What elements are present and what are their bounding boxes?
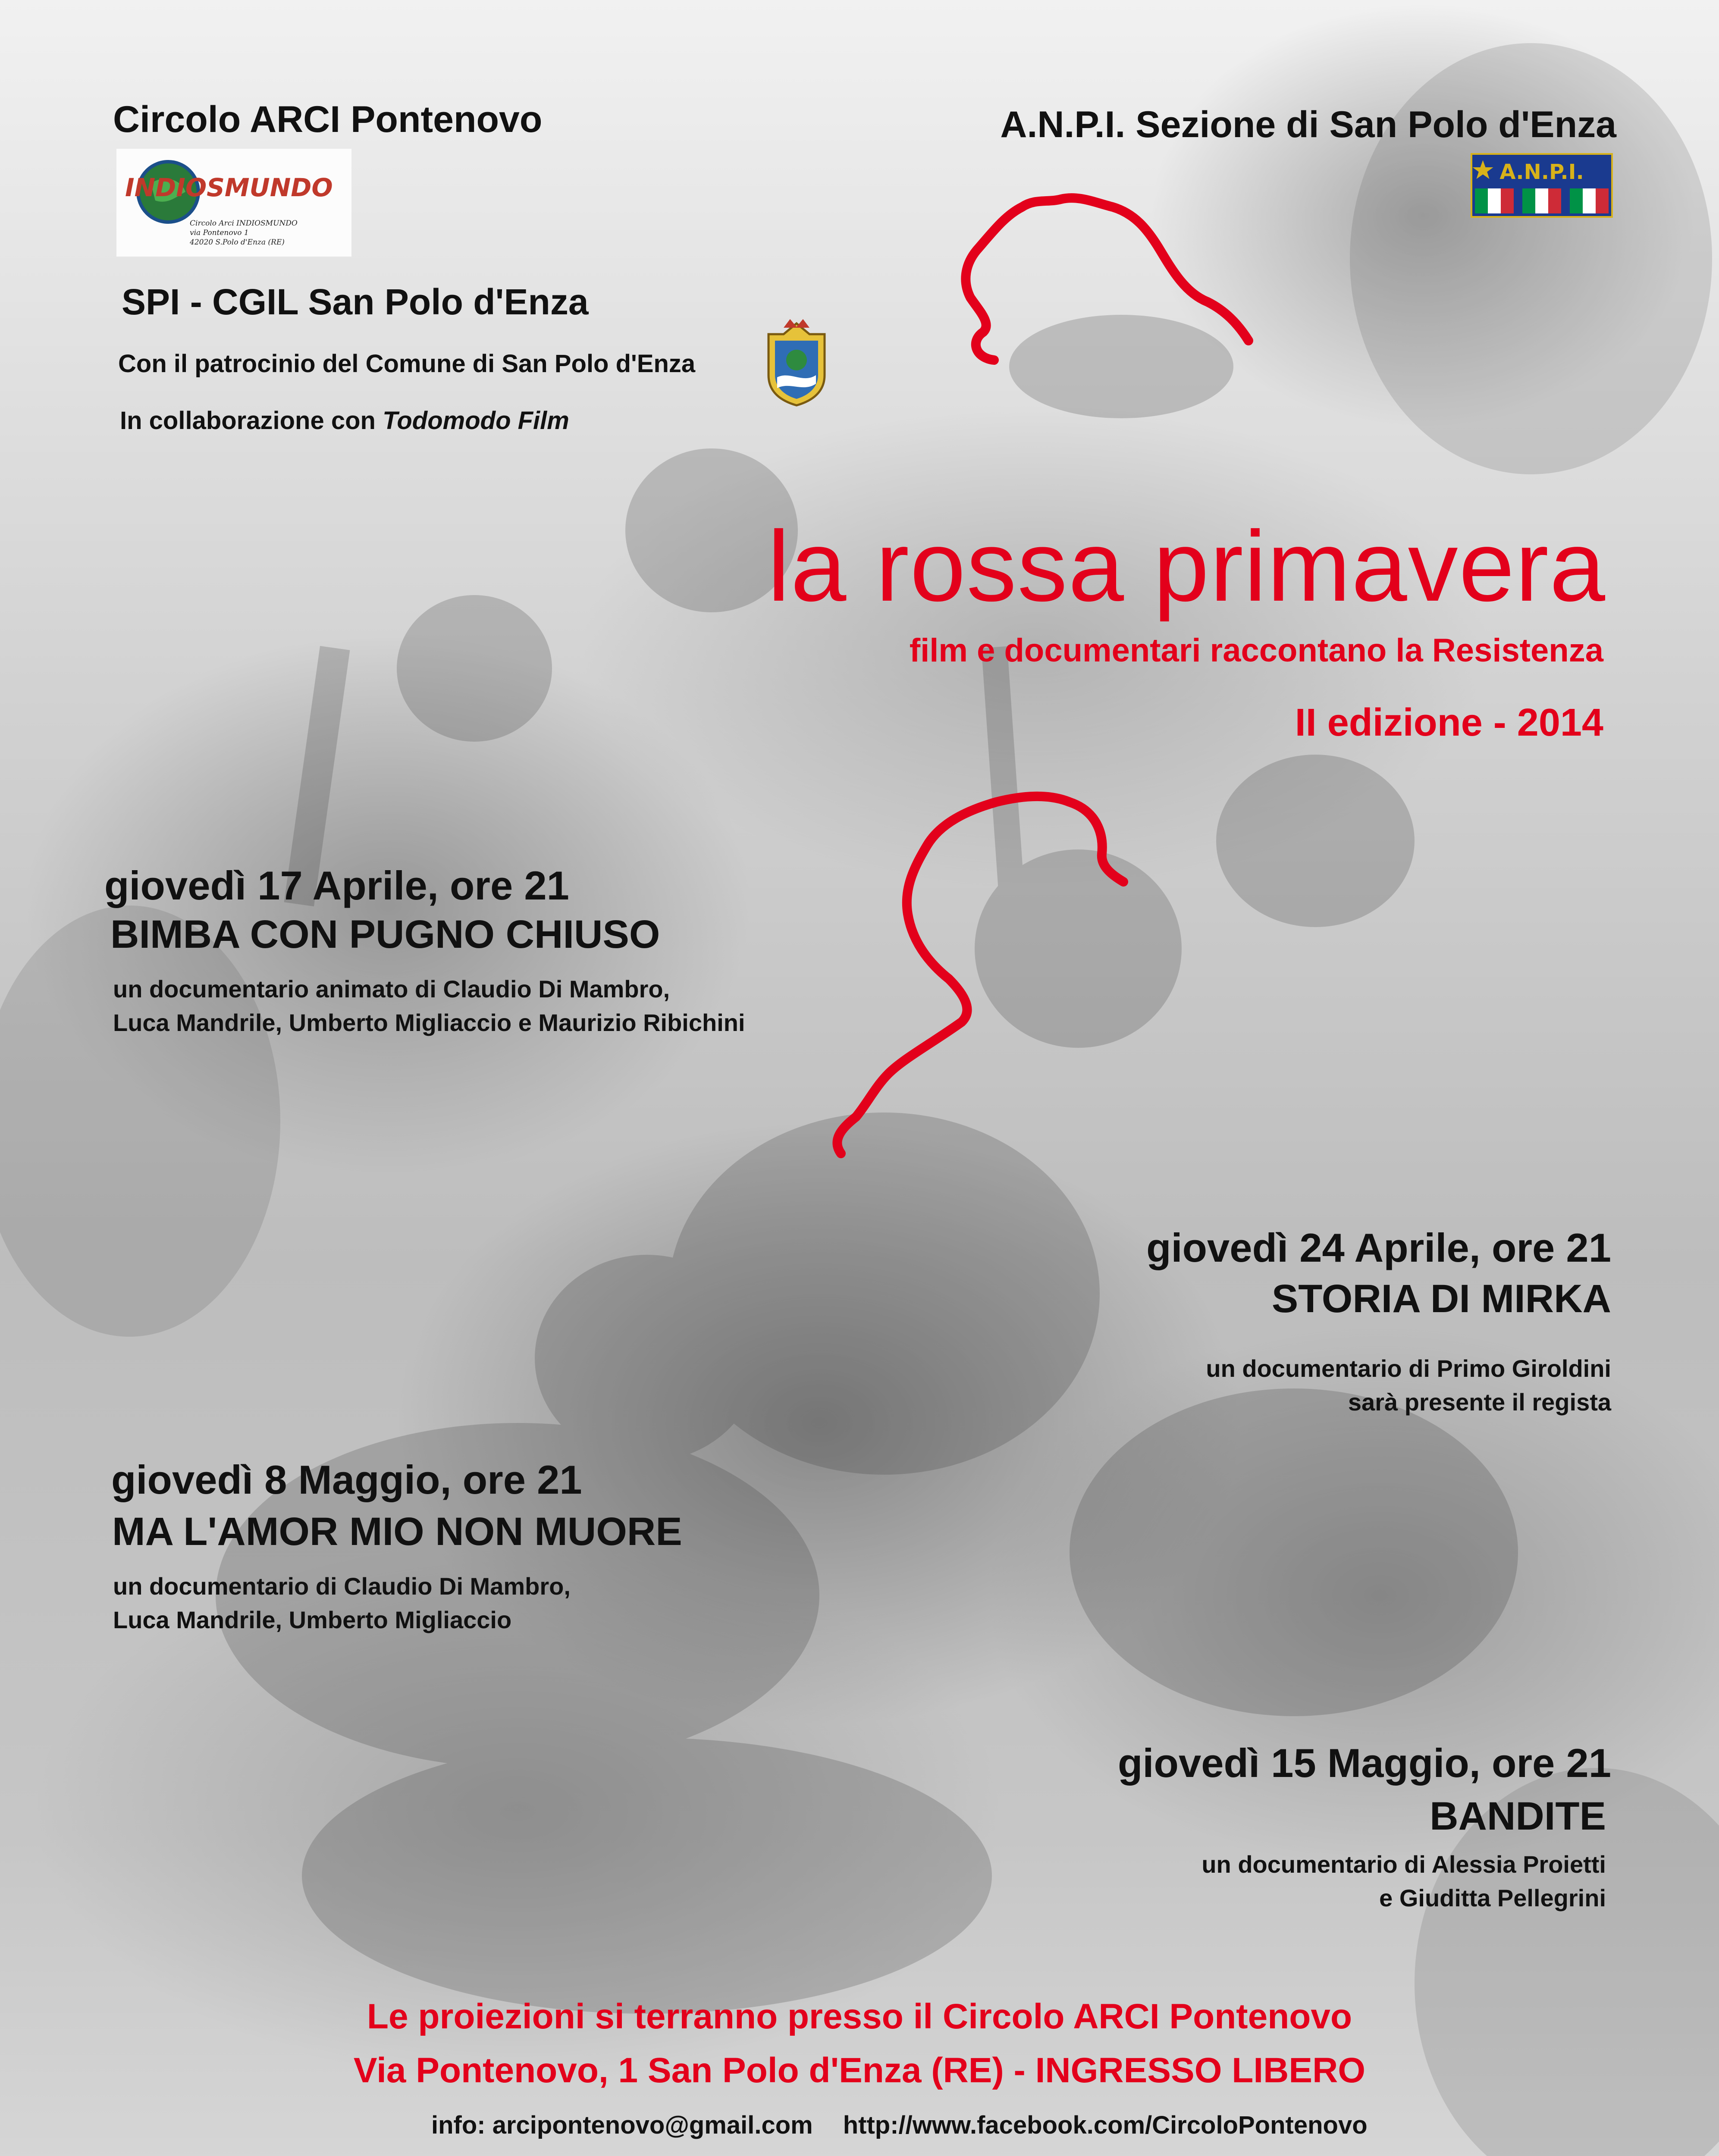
event-1-film-title: BIMBA CON PUGNO CHIUSO (110, 912, 660, 956)
event-3-date: giovedì 8 Maggio, ore 21 (111, 1457, 582, 1502)
event-1-desc-line1: un documentario animato di Claudio Di Mambro, (113, 975, 670, 1003)
event-2-film-title: STORIA DI MIRKA (1271, 1277, 1611, 1321)
logo-address-line3: 42020 S.Polo d'Enza (RE) (190, 238, 285, 247)
indiosmundo-logo (116, 149, 351, 257)
contact-email[interactable]: info: arcipontenovo@gmail.com (431, 2111, 813, 2139)
red-outline-upper (966, 198, 1248, 360)
organizer-spi-cgil: SPI - CGIL San Polo d'Enza (122, 282, 589, 322)
facebook-link[interactable]: http://www.facebook.com/CircoloPontenovo (843, 2111, 1368, 2139)
event-1-date: giovedì 17 Aprile, ore 21 (104, 863, 569, 908)
venue-line: Le proiezioni si terranno presso il Circolo ARCI Pontenovo (367, 1997, 1352, 2036)
anpi-logo (1471, 153, 1613, 218)
anpi-logo-text: A.N.P.I. (1499, 160, 1584, 184)
event-4-film-title: BANDITE (1430, 1794, 1606, 1838)
event-3-desc-line2: Luca Mandrile, Umberto Migliaccio (113, 1606, 512, 1633)
patronage-line: Con il patrocinio del Comune di San Polo d'Enza (118, 350, 696, 378)
event-2-description (1206, 1352, 1611, 1419)
indiosmundo-logo-text: INDIOSMUNDO (125, 173, 333, 202)
municipal-crest-icon (760, 319, 833, 407)
collaboration-line (120, 406, 569, 435)
event-4-desc-line1: un documentario di Alessia Proietti (1201, 1851, 1606, 1878)
red-outline-lower (837, 796, 1123, 1153)
event-4-description (1201, 1848, 1606, 1915)
event-2-desc-line1: un documentario di Primo Giroldini (1206, 1355, 1611, 1382)
event-1-desc-line2: Luca Mandrile, Umberto Migliaccio e Maurizio Ribichini (113, 1009, 745, 1036)
event-1-description (113, 972, 745, 1040)
collaboration-prefix: In collaborazione con (120, 407, 383, 435)
organizer-anpi: A.N.P.I. Sezione di San Polo d'Enza (1000, 104, 1616, 145)
contact-info (431, 2111, 1368, 2140)
festival-subtitle: film e documentari raccontano la Resistenza (909, 632, 1603, 669)
logo-address-line2: via Pontenovo 1 (190, 229, 249, 237)
event-4-desc-line2: e Giuditta Pellegrini (1379, 1884, 1606, 1912)
festival-edition: II edizione - 2014 (1295, 701, 1603, 744)
event-2-date: giovedì 24 Aprile, ore 21 (1146, 1225, 1611, 1270)
event-3-film-title: MA L'AMOR MIO NON MUORE (112, 1510, 682, 1554)
event-4-date: giovedì 15 Maggio, ore 21 (1118, 1740, 1611, 1786)
logo-address-line1: Circolo Arci INDIOSMUNDO (190, 219, 298, 228)
organizer-arci: Circolo ARCI Pontenovo (113, 99, 543, 140)
address-line: Via Pontenovo, 1 San Polo d'Enza (RE) - INGRESSO LIBERO (353, 2051, 1366, 2090)
event-2-desc-line2: sarà presente il regista (1348, 1388, 1611, 1416)
event-3-description (113, 1570, 571, 1637)
festival-title: la rossa primavera (767, 511, 1606, 622)
event-3-desc-line1: un documentario di Claudio Di Mambro, (113, 1573, 571, 1600)
collaboration-partner: Todomodo Film (383, 407, 569, 435)
